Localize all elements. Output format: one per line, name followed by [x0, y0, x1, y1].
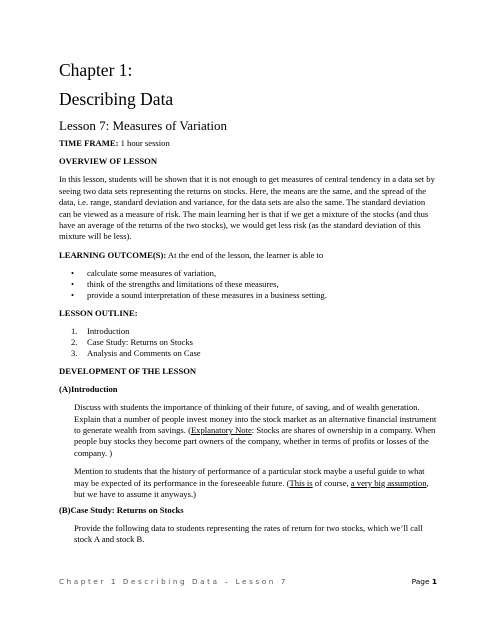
- page-footer: [59, 577, 437, 591]
- outline-heading: LESSON OUTLINE:: [59, 308, 138, 319]
- list-item: • calculate some measures of variation,: [71, 268, 217, 279]
- list-item: • provide a sound interpretation of these measures in a business setting.: [71, 290, 327, 301]
- section-a-paragraph-2: Mention to students that the history of performance of a particular stock maybe a useful guide to what may be expected of its performance in the foreseeable future. (This is of course, a very big assumption, but we have to assume it anyways.): [74, 466, 429, 500]
- learning-outcomes-intro: At the end of the lesson, the learner is able to: [166, 249, 324, 260]
- development-heading: DEVELOPMENT OF THE LESSON: [59, 366, 197, 377]
- page-content: [59, 60, 437, 545]
- overview-heading: OVERVIEW OF LESSON: [59, 156, 158, 167]
- list-item: 2. Case Study: Returns on Stocks: [71, 337, 193, 348]
- section-b-paragraph-1: Provide the following data to students representing the rates of return for two stocks, which we’ll call stock A and stock B.: [74, 522, 423, 544]
- list-item: 1. Introduction: [71, 326, 130, 337]
- chapter-title: Describing Data: [59, 89, 174, 109]
- learning-outcomes-label: LEARNING OUTCOME(S):: [59, 249, 167, 260]
- time-frame-label: TIME FRAME:: [59, 138, 119, 148]
- bullet-icon: •: [71, 268, 75, 279]
- chapter-heading: Chapter 1:: [59, 60, 133, 80]
- time-frame-value: 1 hour session: [118, 138, 170, 148]
- lesson-title: Lesson 7: Measures of Variation: [59, 118, 228, 133]
- time-frame: [59, 138, 437, 149]
- section-b-heading: (B)Case Study: Returns on Stocks: [59, 504, 184, 515]
- bullet-icon: •: [71, 279, 75, 290]
- outline-list: [59, 326, 437, 359]
- list-item: 3. Analysis and Comments on Case: [71, 348, 201, 359]
- list-item: • think of the strengths and limitations of these measures,: [71, 279, 279, 290]
- footer-running-title: Chapter 1 Describing Data – Lesson 7: [59, 577, 288, 586]
- explanatory-note-label: Explanatory Note: [190, 425, 252, 436]
- page-number: Page 1: [411, 577, 437, 586]
- learning-outcomes-list: [59, 268, 437, 301]
- bullet-icon: •: [71, 290, 75, 301]
- section-a-heading: (A)Introduction: [59, 384, 118, 395]
- overview-body: In this lesson, students will be shown that it is not enough to get measures of central tendency in a data set by seeing two data sets representing the returns on stocks. Here, the means are the same, and the spread of the data, i.e. range, standard deviation and variance, for the data sets are also the same. The standard deviation can be viewed as a measure of risk. The main learning her is that if we get a mixture of the stocks (and thus have an average of the returns of the two stocks), we would get less risk (as the standard deviation of this mixture will be less).: [59, 174, 435, 242]
- section-a-paragraph-1: Discuss with students the importance of thinking of their future, of saving, and of wealth generation. Explain that a number of people invest money into the stock market as an alternative financial instrument to generate wealth from savings. (Explanatory Note: Stocks are shares of ownership in a company. When people buy stocks they become part owners of the company, whether in terms of profits or losses of the company. ): [74, 402, 437, 458]
- learning-outcomes: [59, 250, 437, 261]
